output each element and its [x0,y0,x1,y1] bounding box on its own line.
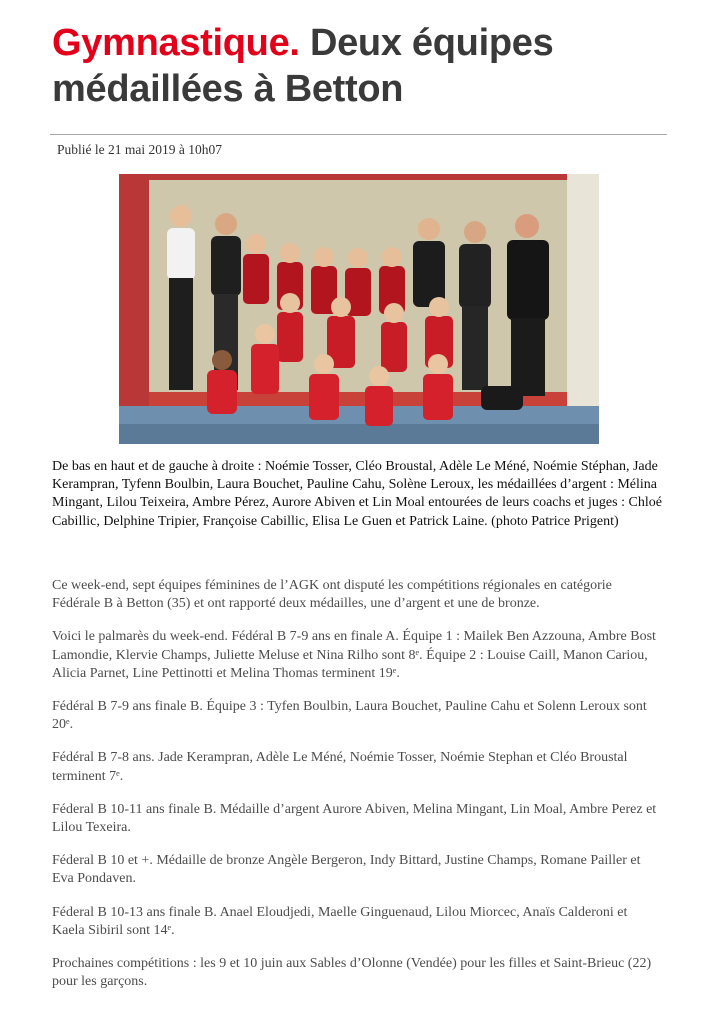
paragraph-next-competitions: Prochaines compétitions : les 9 et 10 juin aux Sables d’Olonne (Vendée) pour les filles et Saint-Brieuc (22) pour les garçons. [52,956,652,990]
headline-kicker: Gymnastique. [52,22,300,64]
paragraph-results-10-plus: Féderal B 10 et +. Médaille de bronze Angèle Bergeron, Indy Bittard, Justine Champs, Romane Pailler et Eva Pondaven. [52,853,641,887]
paragraph-results-7-8: Fédéral B 7-8 ans. Jade Kerampran, Adèle Le Méné, Noémie Tosser, Noémie Stephan et Cléo Broustal terminent 7ᵉ. [52,750,628,784]
article-body [52,577,662,1006]
paragraph-results-7-9-b: Fédéral B 7-9 ans finale B. Équipe 3 : Tyfen Boulbin, Laura Bouchet, Pauline Cahu et Solenn Leroux sont 20ᵉ. [52,699,647,733]
paragraph-results-10-11: Féderal B 10-11 ans finale B. Médaille d’argent Aurore Abiven, Melina Mingant, Lin Moal, Ambre Perez et Lilou Texeira. [52,801,657,836]
team-photo [119,174,599,444]
paragraph-intro: Ce week-end, sept équipes féminines de l’AGK ont disputé les compétitions régionales en catégorie Fédérale B à Betton (35) et ont rapporté deux médailles, une d’argent et une de bronze. [52,578,612,612]
publish-date: Publié le 21 mai 2019 à 10h07 [57,142,222,157]
photo-caption: De bas en haut et de gauche à droite : Noémie Tosser, Cléo Broustal, Adèle Le Méné, Noémie Stéphan, Jade Kerampran, Tyfenn Boulbin, Laura Bouchet, Pauline Cahu, Solène Leroux, les médaillées d’argent : Mélina Mingant, Lilou Teixeira, Ambre Pérez, Aurore Abiven et Lin Moal entourées de leurs coachs et juges : Chloé Cabillic, Delphine Tripier, Françoise Cabillic, Elisa Le Guen et Patrick Laine. (photo Patrice Prigent) [52,459,662,529]
paragraph-results-10-13: Féderal B 10-13 ans finale B. Anael Eloudjedi, Maelle Ginguenaud, Lilou Miorcec, Anaïs Calderoni et Kaela Sibiril sont 14ᵉ. [52,904,628,938]
team-photo-illustration [119,174,599,444]
paragraph-results-7-9-a: Voici le palmarès du week-end. Fédéral B 7-9 ans en finale A. Équipe 1 : Mailek Ben Azzouna, Ambre Bost Lamondie, Klervie Champs, Juliette Meluse et Nina Rilho sont 8ᵉ. Équipe 2 : Louise Caill, Manon Cariou, Alicia Parnet, Line Pettinotti et Melina Thomas terminent 19ᵉ. [52,629,656,681]
headline-title: Deux équipes médaillées à Betton [52,22,554,110]
divider [50,134,667,135]
headline [52,20,672,112]
